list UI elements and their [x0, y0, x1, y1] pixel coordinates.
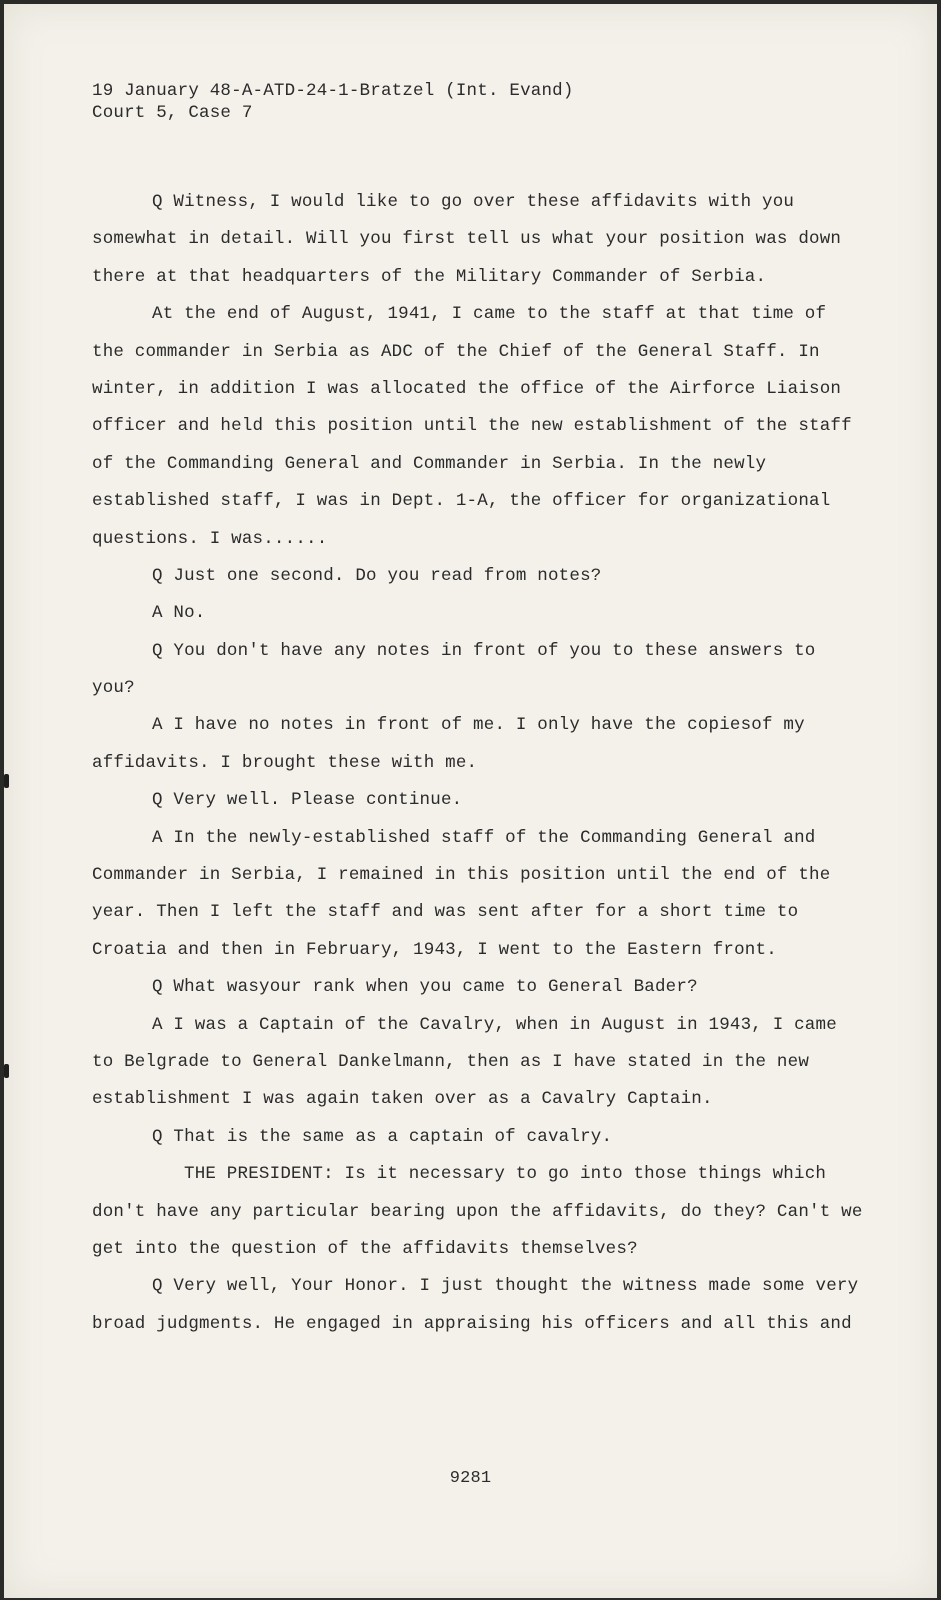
punch-mark [4, 1064, 9, 1078]
transcript-line: year. Then I left the staff and was sent after for a short time to [92, 902, 799, 923]
transcript-line: A In the newly-established staff of the Commanding General and [152, 827, 816, 848]
transcript-body [92, 184, 863, 1343]
transcript-paragraph [92, 595, 852, 632]
transcript-paragraph [92, 1007, 852, 1119]
transcript-line: Q What wasyour rank when you came to General Bader? [152, 977, 698, 998]
transcript-paragraph [92, 969, 852, 1006]
transcript-line: of the Commanding General and Commander in Serbia. In the newly [92, 453, 767, 474]
transcript-paragraph [92, 1119, 852, 1156]
transcript-line: Q Very well, Your Honor. I just thought the witness made some very [152, 1276, 859, 1297]
transcript-line: A I have no notes in front of me. I only have the copiesof my [152, 715, 805, 736]
transcript-line: broad judgments. He engaged in appraising his officers and all this and [92, 1313, 852, 1334]
punch-mark [4, 774, 9, 788]
transcript-paragraph [92, 1156, 863, 1268]
transcript-line: Commander in Serbia, I remained in this position until the end of the [92, 865, 831, 886]
transcript-line: A I was a Captain of the Cavalry, when in August in 1943, I came [152, 1014, 837, 1035]
transcript-line: Q That is the same as a captain of cavalry. [152, 1126, 613, 1147]
transcript-line: there at that headquarters of the Military Commander of Serbia. [92, 266, 767, 287]
transcript-line: questions. I was...... [92, 528, 328, 549]
header-line-2: Court 5, Case 7 [92, 103, 253, 123]
transcript-line: establishment I was again taken over as a Cavalry Captain. [92, 1089, 713, 1110]
transcript-paragraph [92, 782, 852, 819]
transcript-line: the commander in Serbia as ADC of the Chief of the General Staff. In [92, 341, 820, 362]
transcript-line: Q You don't have any notes in front of you to these answers to [152, 640, 816, 661]
transcript-line: get into the question of the affidavits themselves? [92, 1238, 638, 1259]
header-line-1: 19 January 48-A-ATD-24-1-Bratzel (Int. Evand) [92, 81, 574, 101]
transcript-line: At the end of August, 1941, I came to the staff at that time of [152, 304, 827, 325]
transcript-paragraph [92, 558, 852, 595]
transcript-line: you? [92, 678, 135, 699]
transcript-paragraph [92, 707, 852, 782]
transcript-line: Q Witness, I would like to go over these affidavits with you [152, 192, 795, 212]
transcript-paragraph [92, 633, 852, 708]
transcript-line: officer and held this position until the new establishment of the staff [92, 416, 852, 437]
transcript-line: Q Just one second. Do you read from notes? [152, 565, 602, 586]
document-header [92, 80, 574, 124]
transcript-line: somewhat in detail. Will you first tell us what your position was down [92, 229, 842, 250]
transcript-line: A No. [152, 603, 206, 624]
transcript-paragraph [92, 820, 852, 970]
transcript-paragraph [92, 1268, 859, 1343]
transcript-line: don't have any particular bearing upon the affidavits, do they? Can't we [92, 1201, 863, 1222]
transcript-line: winter, in addition I was allocated the office of the Airforce Liaison [92, 378, 842, 399]
transcript-line: established staff, I was in Dept. 1-A, the officer for organizational [92, 491, 831, 512]
transcript-line: Q Very well. Please continue. [152, 790, 463, 811]
page-number: 9281 [449, 1469, 492, 1488]
transcript-line: affidavits. I brought these with me. [92, 752, 478, 773]
document-page [4, 4, 937, 1598]
transcript-line: Croatia and then in February, 1943, I went to the Eastern front. [92, 939, 777, 960]
transcript-paragraph [92, 296, 852, 558]
transcript-paragraph [92, 184, 852, 296]
transcript-line: THE PRESIDENT: Is it necessary to go into those things which [184, 1164, 827, 1185]
transcript-line: to Belgrade to General Dankelmann, then as I have stated in the new [92, 1051, 810, 1072]
